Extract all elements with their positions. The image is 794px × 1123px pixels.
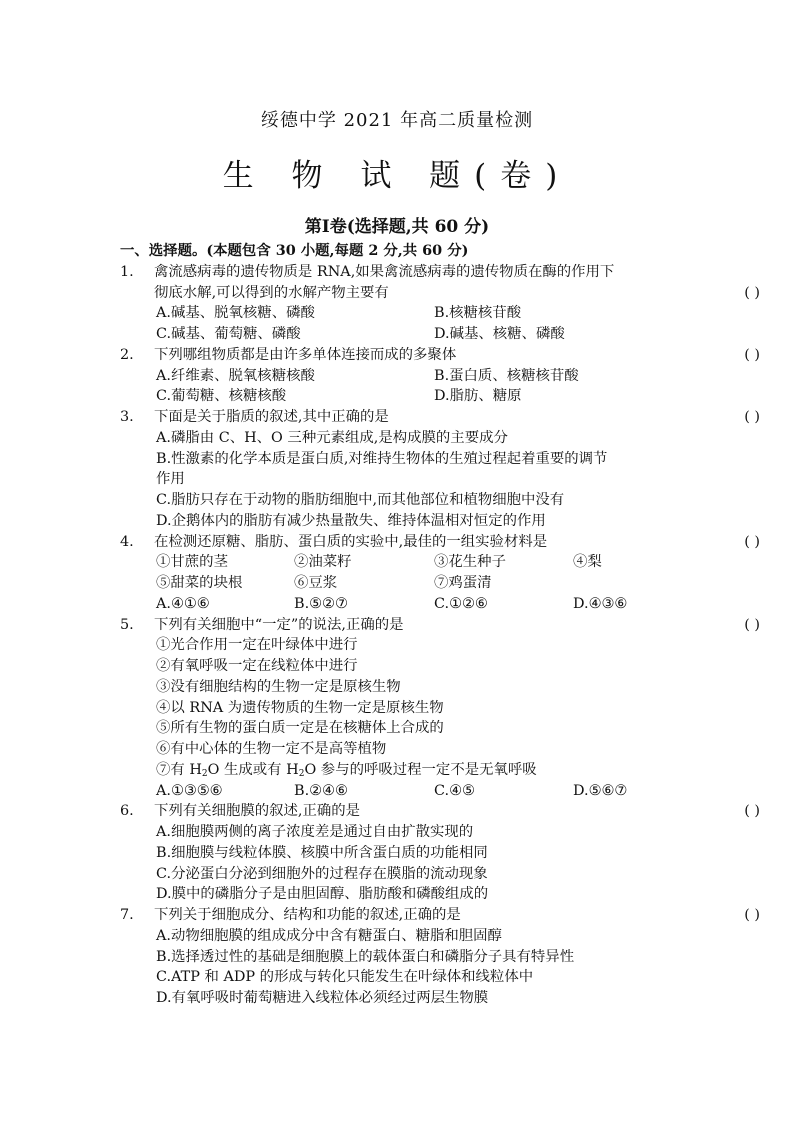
option-b-continued: 作用 — [156, 471, 185, 488]
option-row — [120, 366, 760, 387]
material-item: ⑥豆浆 — [294, 575, 338, 591]
question-stem: 禽流感病毒的遗传物质是 RNA,如果禽流感病毒的遗传物质在酶的作用下 — [154, 263, 615, 280]
option-a: A.磷脂由 C、H、O 三种元素组成,是构成膜的主要成分 — [156, 429, 508, 446]
statement-line — [120, 677, 760, 698]
option-line — [120, 988, 760, 1009]
question-5-line-1 — [120, 615, 760, 636]
statement-7-part-a: ⑦有 H — [156, 761, 202, 778]
statement-2: ②有氧呼吸一定在线粒体中进行 — [156, 658, 358, 674]
section-heading: 一、选择题。(本题包含 30 小题,每题 2 分,共 60 分) — [120, 242, 469, 259]
school-header: 绥德中学 2021 年高二质量检测 — [260, 110, 534, 131]
option-c: C.ATP 和 ADP 的形成与转化只能发生在叶绿体和线粒体中 — [156, 969, 534, 986]
question-stem: 在检测还原糖、脂肪、蛋白质的实验中,最佳的一组实验材料是 — [154, 533, 548, 550]
option-line — [120, 469, 760, 490]
question-1-line-1 — [120, 262, 760, 283]
option-b: B.选择透过性的基础是细胞膜上的载体蛋白和磷脂分子具有特异性 — [156, 948, 575, 965]
option-d: D.⑤⑥⑦ — [573, 782, 628, 799]
option-c: C.④⑤ — [434, 782, 475, 799]
answer-bracket: ( ) — [744, 409, 760, 425]
answer-bracket: ( ) — [744, 907, 760, 923]
option-a: A.碱基、脱氧核糖、磷酸 — [156, 305, 315, 322]
statement-7-part-c: O 参与的呼吸过程一定不是无氧呼吸 — [304, 761, 537, 778]
option-b: B.细胞膜与线粒体膜、核膜中所含蛋白质的功能相同 — [156, 844, 488, 861]
option-line — [120, 490, 760, 511]
question-list — [120, 241, 760, 1009]
option-row — [120, 594, 760, 615]
question-stem: 彻底水解,可以得到的水解产物主要有 — [154, 284, 389, 301]
option-line — [120, 967, 760, 988]
exam-title: 生 物 试 题(卷) — [222, 158, 572, 194]
option-line — [120, 926, 760, 947]
question-1-line-2 — [120, 283, 760, 304]
material-row — [120, 573, 760, 594]
question-stem: 下列哪组物质都是由许多单体连接而成的多聚体 — [154, 346, 457, 363]
material-item: ③花生种子 — [434, 554, 506, 571]
material-item: ②油菜籽 — [294, 554, 352, 571]
question-stem: 下面是关于脂质的叙述,其中正确的是 — [154, 409, 389, 425]
option-line — [120, 884, 760, 905]
statement-line — [120, 739, 760, 760]
option-d: D.④③⑥ — [573, 595, 628, 612]
option-d: D.企鹅体内的脂肪有减少热量散失、维持体温相对恒定的作用 — [156, 512, 546, 529]
subscript: 2 — [201, 768, 208, 779]
statement-line — [120, 656, 760, 677]
option-a: A.细胞膜两侧的离子浓度差是通过自由扩散实现的 — [156, 824, 474, 840]
question-number: 2. — [120, 346, 134, 363]
answer-bracket: ( ) — [744, 284, 760, 301]
option-b: B.核糖核苷酸 — [434, 305, 522, 322]
question-number: 4. — [120, 533, 134, 550]
option-row — [120, 781, 760, 802]
subscript: 2 — [298, 768, 305, 779]
question-number: 1. — [120, 263, 134, 280]
option-a: A.纤维素、脱氧核糖核酸 — [156, 367, 315, 384]
material-item: ⑦鸡蛋清 — [434, 575, 492, 591]
material-row — [120, 552, 760, 573]
option-d: D.碱基、核糖、磷酸 — [434, 326, 565, 342]
option-a: A.①③⑤⑥ — [156, 782, 223, 799]
option-row — [120, 303, 760, 324]
material-item: ⑤甜菜的块根 — [156, 575, 243, 591]
option-line — [120, 511, 760, 532]
answer-bracket: ( ) — [744, 803, 760, 820]
option-row — [120, 324, 760, 345]
option-line — [120, 947, 760, 968]
statement-line — [120, 698, 760, 719]
option-line — [120, 428, 760, 449]
question-number: 3. — [120, 409, 134, 425]
statement-7-part-b: O 生成或有 H — [207, 761, 299, 778]
question-number: 7. — [120, 907, 134, 923]
option-d: D.有氧呼吸时葡萄糖进入线粒体必须经过两层生物膜 — [156, 990, 489, 1006]
question-3-line-1 — [120, 407, 760, 428]
question-number: 6. — [120, 803, 134, 820]
option-c: C.脂肪只存在于动物的脂肪细胞中,而其他部位和植物细胞中没有 — [156, 492, 565, 508]
option-d: D.膜中的磷脂分子是由胆固醇、脂肪酸和磷酸组成的 — [156, 886, 489, 903]
option-a: A.④①⑥ — [156, 595, 210, 612]
part-title: 第Ⅰ卷(选择题,共 60 分) — [304, 217, 490, 237]
material-item: ①甘蔗的茎 — [156, 554, 228, 571]
question-stem: 下列有关细胞中“一定”的说法,正确的是 — [154, 616, 404, 633]
answer-bracket: ( ) — [744, 533, 760, 550]
option-b: B.蛋白质、核糖核苷酸 — [434, 367, 579, 384]
answer-bracket: ( ) — [744, 616, 760, 633]
question-2-line-1 — [120, 345, 760, 366]
statement-7 — [156, 760, 537, 781]
question-stem: 下列关于细胞成分、结构和功能的叙述,正确的是 — [154, 907, 461, 923]
option-line — [120, 843, 760, 864]
statement-1: ①光合作用一定在叶绿体中进行 — [156, 637, 358, 654]
statement-line — [120, 760, 760, 781]
statement-5: ⑤所有生物的蛋白质一定是在核糖体上合成的 — [156, 720, 444, 737]
option-line — [120, 822, 760, 843]
option-c: C.碱基、葡萄糖、磷酸 — [156, 326, 301, 342]
option-line — [120, 864, 760, 885]
question-4-line-1 — [120, 532, 760, 553]
option-line — [120, 449, 760, 470]
option-c: C.分泌蛋白分泌到细胞外的过程存在膜脂的流动现象 — [156, 865, 488, 882]
option-b: B.⑤②⑦ — [294, 595, 348, 612]
question-6-line-1 — [120, 801, 760, 822]
question-number: 5. — [120, 616, 134, 633]
statement-line — [120, 635, 760, 656]
statement-line — [120, 718, 760, 739]
option-d: D.脂肪、糖原 — [434, 388, 522, 405]
statement-6: ⑥有中心体的生物一定不是高等植物 — [156, 741, 387, 757]
material-item: ④梨 — [573, 554, 602, 571]
question-stem: 下列有关细胞膜的叙述,正确的是 — [154, 803, 361, 820]
answer-bracket: ( ) — [744, 346, 760, 363]
option-b: B.②④⑥ — [294, 782, 348, 799]
option-b: B.性激素的化学本质是蛋白质,对维持生物体的生殖过程起着重要的调节 — [156, 450, 608, 467]
statement-4: ④以 RNA 为遗传物质的生物一定是原核生物 — [156, 699, 444, 716]
option-a: A.动物细胞膜的组成成分中含有糖蛋白、糖脂和胆固醇 — [156, 927, 502, 944]
option-row — [120, 386, 760, 407]
option-c: C.葡萄糖、核糖核酸 — [156, 388, 287, 405]
statement-3: ③没有细胞结构的生物一定是原核生物 — [156, 678, 401, 695]
question-7-line-1 — [120, 905, 760, 926]
option-c: C.①②⑥ — [434, 595, 488, 612]
